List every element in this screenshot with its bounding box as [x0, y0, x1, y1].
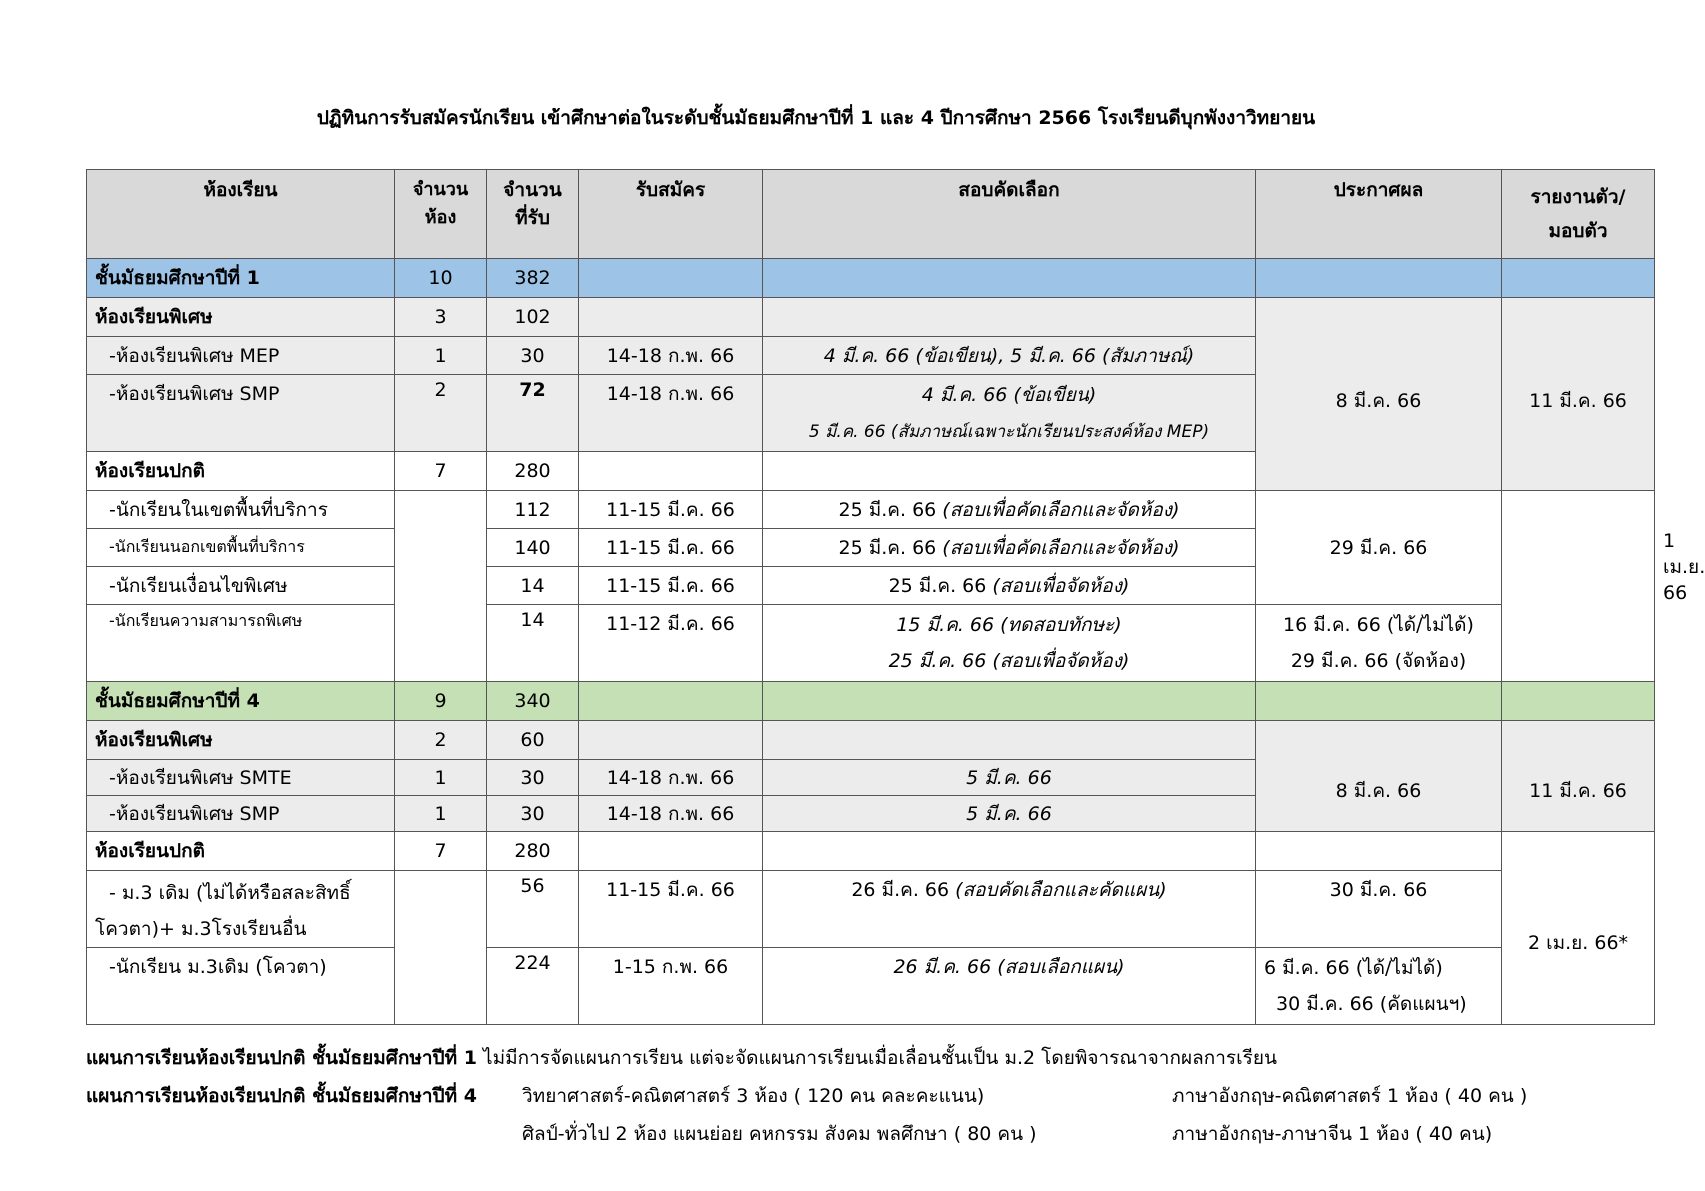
apply-cell: 11-15 มี.ค. 66: [579, 567, 763, 605]
announce-cell: 8 มี.ค. 66: [1256, 298, 1502, 491]
rooms-cell: [395, 871, 487, 1025]
m4-plan-item: ภาษาอังกฤษ-ภาษาจีน 1 ห้อง ( 40 คน): [1172, 1123, 1493, 1145]
table-row: [87, 298, 1655, 337]
table-row: [87, 871, 1655, 948]
exam-cell: 26 มี.ค. 66 (สอบเลือกแผน): [763, 948, 1256, 1025]
table-row: [87, 491, 1655, 529]
exam-cell: 25 มี.ค. 66 (สอบเพื่อคัดเลือกและจัดห้อง): [763, 491, 1256, 529]
exam-cell: 25 มี.ค. 66 (สอบเพื่อจัดห้อง): [763, 567, 1256, 605]
rooms-cell: 9: [395, 682, 487, 721]
section-row-m1: [87, 259, 1655, 298]
announce-cell: 16 มี.ค. 66 (ได้/ไม่ได้) 29 มี.ค. 66 (จัดห้อง): [1256, 605, 1502, 682]
accept-cell: 280: [487, 452, 579, 491]
accept-cell: 112: [487, 491, 579, 529]
accept-cell: 56: [487, 871, 579, 948]
rooms-cell: 7: [395, 452, 487, 491]
m4-plan-item: ภาษาอังกฤษ-คณิตศาสตร์ 1 ห้อง ( 40 คน ): [1172, 1085, 1528, 1107]
exam-cell: 4 มี.ค. 66 (ข้อเขียน), 5 มี.ค. 66 (สัมภาษณ์): [763, 337, 1256, 375]
header-apply: รับสมัคร: [579, 170, 763, 259]
apply-cell: 11-15 มี.ค. 66: [579, 871, 763, 948]
room-label: -นักเรียนเงื่อนไขพิเศษ: [87, 567, 395, 605]
accept-cell: 30: [487, 796, 579, 832]
group-label: ห้องเรียนปกติ: [87, 452, 395, 491]
header-room: ห้องเรียน: [87, 170, 395, 259]
exam-cell: 25 มี.ค. 66 (สอบเพื่อคัดเลือกและจัดห้อง): [763, 529, 1256, 567]
rooms-cell: 7: [395, 832, 487, 871]
apply-cell: 11-12 มี.ค. 66: [579, 605, 763, 682]
m4-plan-item: ศิลป์-ทั่วไป 2 ห้อง แผนย่อย คหกรรม สังคม พลศึกษา ( 80 คน ): [522, 1123, 1037, 1145]
accept-cell: 14: [487, 605, 579, 682]
accept-cell: 72: [487, 375, 579, 452]
rooms-cell: 2: [395, 375, 487, 452]
apply-cell: 11-15 มี.ค. 66: [579, 491, 763, 529]
header-announce: ประกาศผล: [1256, 170, 1502, 259]
header-row: [87, 170, 1655, 259]
accept-cell: 140: [487, 529, 579, 567]
announce-cell: 30 มี.ค. 66: [1256, 871, 1502, 948]
accept-cell: 280: [487, 832, 579, 871]
accept-cell: 30: [487, 337, 579, 375]
announce-cell: 8 มี.ค. 66: [1256, 721, 1502, 832]
accept-cell: 14: [487, 567, 579, 605]
page-title: ปฏิทินการรับสมัครนักเรียน เข้าศึกษาต่อในระดับชั้นมัธยมศึกษาปีที่ 1 และ 4 ปีการศึกษา 2566 โรงเรียนดีบุกพังงาวิทยายน: [316, 107, 1316, 129]
m4-plan-item: วิทยาศาสตร์-คณิตศาสตร์ 3 ห้อง ( 120 คน คละคะแนน): [522, 1085, 985, 1107]
apply-cell: 14-18 ก.พ. 66: [579, 796, 763, 832]
group-label: ห้องเรียนปกติ: [87, 832, 395, 871]
group-label: ห้องเรียนพิเศษ: [87, 721, 395, 760]
apply-cell: 11-15 มี.ค. 66: [579, 529, 763, 567]
table-row: [87, 948, 1655, 1025]
room-label: - ม.3 เดิม (ไม่ได้หรือสละสิทธิ์ โควตา)+ ม.3โรงเรียนอื่น: [87, 871, 395, 948]
accept-cell: 224: [487, 948, 579, 1025]
apply-cell: 14-18 ก.พ. 66: [579, 375, 763, 452]
exam-cell: 5 มี.ค. 66: [763, 760, 1256, 796]
rooms-cell: 1: [395, 337, 487, 375]
rooms-cell: 1: [395, 760, 487, 796]
accept-cell: 340: [487, 682, 579, 721]
apply-cell: 1-15 ก.พ. 66: [579, 948, 763, 1025]
room-label: -ห้องเรียนพิเศษ SMP: [87, 375, 395, 452]
header-report: รายงานตัว/ มอบตัว: [1502, 170, 1655, 259]
exam-cell: 4 มี.ค. 66 (ข้อเขียน) 5 มี.ค. 66 (สัมภาษณ์เฉพาะนักเรียนประสงค์ห้อง MEP): [763, 375, 1256, 452]
group-label: ห้องเรียนพิเศษ: [87, 298, 395, 337]
room-label: -ห้องเรียนพิเศษ SMP: [87, 796, 395, 832]
room-label: -ห้องเรียนพิเศษ SMTE: [87, 760, 395, 796]
rooms-cell: 2: [395, 721, 487, 760]
exam-cell: 15 มี.ค. 66 (ทดสอบทักษะ) 25 มี.ค. 66 (สอบเพื่อจัดห้อง): [763, 605, 1256, 682]
rooms-cell: 1: [395, 796, 487, 832]
apply-cell: 14-18 ก.พ. 66: [579, 337, 763, 375]
header-exam: สอบคัดเลือก: [763, 170, 1256, 259]
exam-cell: 5 มี.ค. 66: [763, 796, 1256, 832]
admission-schedule-table: [86, 169, 1705, 1025]
report-cell: 2 เม.ย. 66*: [1502, 832, 1655, 1025]
table-row: [87, 605, 1655, 682]
table-row: [87, 832, 1655, 871]
accept-cell: 60: [487, 721, 579, 760]
header-num-accept: จำนวน ที่รับ: [487, 170, 579, 259]
accept-cell: 102: [487, 298, 579, 337]
table-row: [87, 721, 1655, 760]
header-num-rooms: จำนวน ห้อง: [395, 170, 487, 259]
report-cell: 11 มี.ค. 66: [1502, 298, 1655, 491]
report-cell: 11 มี.ค. 66: [1502, 721, 1655, 832]
apply-cell: 14-18 ก.พ. 66: [579, 760, 763, 796]
room-label: -นักเรียนในเขตพื้นที่บริการ: [87, 491, 395, 529]
accept-cell: 30: [487, 760, 579, 796]
announce-cell: 6 มี.ค. 66 (ได้/ไม่ได้) 30 มี.ค. 66 (คัดแผนฯ): [1256, 948, 1502, 1025]
m1-plan-note: แผนการเรียนห้องเรียนปกติ ชั้นมัธยมศึกษาปีที่ 1 ไม่มีการจัดแผนการเรียน แต่จะจัดแผนการเรียนเมื่อเลื่อนชั้นเป็น ม.2 โดยพิจารณาจากผลการเรียน: [86, 1047, 1277, 1069]
m4-plan-label: แผนการเรียนห้องเรียนปกติ ชั้นมัธยมศึกษาปีที่ 4: [86, 1085, 477, 1107]
room-label: -ห้องเรียนพิเศษ MEP: [87, 337, 395, 375]
room-label: -นักเรียน ม.3เดิม (โควตา): [87, 948, 395, 1025]
room-label: -นักเรียนนอกเขตพื้นที่บริการ: [87, 529, 395, 567]
section-label: ชั้นมัธยมศึกษาปีที่ 1: [87, 259, 395, 298]
room-label: -นักเรียนความสามารถพิเศษ: [87, 605, 395, 682]
section-row-m4: [87, 682, 1655, 721]
section-label: ชั้นมัธยมศึกษาปีที่ 4: [87, 682, 395, 721]
rooms-cell: 10: [395, 259, 487, 298]
accept-cell: 382: [487, 259, 579, 298]
rooms-cell: [395, 491, 487, 682]
rooms-cell: 3: [395, 298, 487, 337]
exam-cell: 26 มี.ค. 66 (สอบคัดเลือกและคัดแผน): [763, 871, 1256, 948]
announce-cell: 29 มี.ค. 66: [1256, 491, 1502, 605]
table-row: ห้องเรียนปกติ 7 280 1 เม.ย. 66: [87, 452, 1655, 491]
